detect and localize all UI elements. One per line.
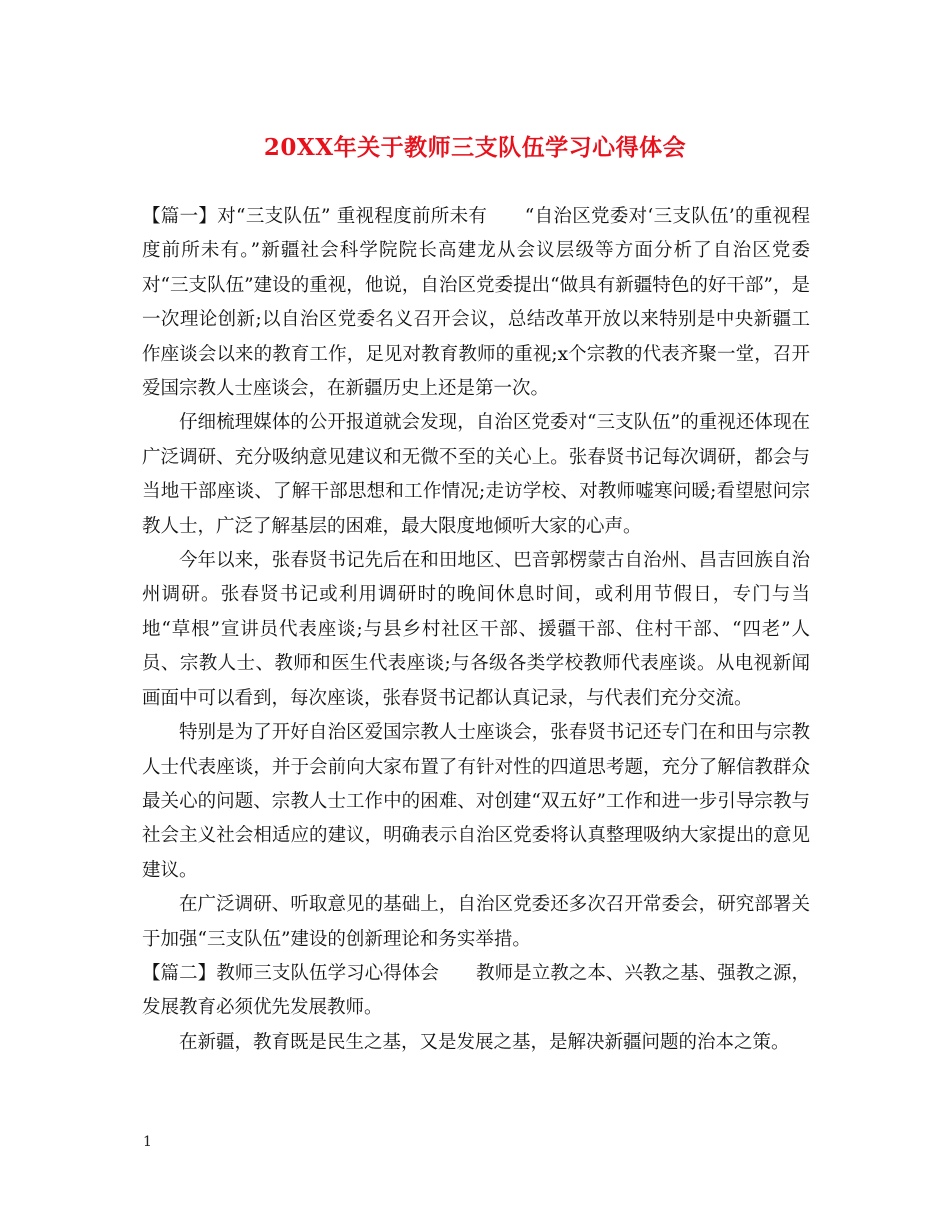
page-number: 1 — [143, 1134, 152, 1150]
document-title: 20XX年关于教师三支队伍学习心得体会 — [263, 134, 687, 161]
document-body — [142, 200, 810, 1060]
paragraph-5: 在广泛调研、听取意见的基础上，自治区党委还多次召开常委会，研究部署关于加强“三支队伍”建设的创新理论和务实举措。 — [142, 894, 810, 950]
paragraph-1: 【篇一】对“三支队伍” 重视程度前所未有 “自治区党委对‘三支队伍’的重视程度前所未有。”新疆社会科学院院长高建龙从会议层级等方面分析了自治区党委对“三支队伍”建设的重视，他说，自治区党委提出“做具有新疆特色的好干部”，是一次理论创新;以自治区党委名义召开会议，总结改革开放以来特别是中央新疆工作座谈会以来的教育工作，足见对教育教师的重视;x个宗教的代表齐聚一堂，召开爱国宗教人士座谈会，在新疆历史上还是第一次。 — [142, 206, 810, 400]
paragraph-7: 在新疆，教育既是民生之基，又是发展之基，是解决新疆问题的治本之策。 — [179, 1031, 790, 1053]
paragraph-6: 【篇二】教师三支队伍学习心得体会 教师是立教之本、兴教之基、强教之源，发展教育必须优先发展教师。 — [142, 962, 810, 1019]
paragraph-4: 特别是为了开好自治区爱国宗教人士座谈会，张春贤书记还专门在和田与宗教人士代表座谈，并于会前向大家布置了有针对性的四道思考题，充分了解信教群众最关心的问题、宗教人士工作中的困难、对创建“双五好”工作和进一步引导宗教与社会主义社会相适应的建议，明确表示自治区党委将认真整理吸纳大家提出的意见建议。 — [142, 722, 810, 881]
paragraph-3: 今年以来，张春贤书记先后在和田地区、巴音郭楞蒙古自治州、昌吉回族自治州调研。张春贤书记或利用调研时的晚间休息时间，或利用节假日，专门与当地“草根”宣讲员代表座谈;与县乡村社区干部、援疆干部、住村干部、“四老”人员、宗教人士、教师和医生代表座谈;与各级各类学校教师代表座谈。从电视新闻画面中可以看到，每次座谈，张春贤书记都认真记录，与代表们充分交流。 — [142, 550, 810, 709]
paragraph-2: 仔细梳理媒体的公开报道就会发现，自治区党委对“三支队伍”的重视还体现在广泛调研、充分吸纳意见建议和无微不至的关心上。张春贤书记每次调研，都会与当地干部座谈、了解干部思想和工作情况;走访学校、对教师嘘寒问暖;看望慰问宗教人士，广泛了解基层的困难，最大限度地倾听大家的心声。 — [142, 412, 810, 537]
